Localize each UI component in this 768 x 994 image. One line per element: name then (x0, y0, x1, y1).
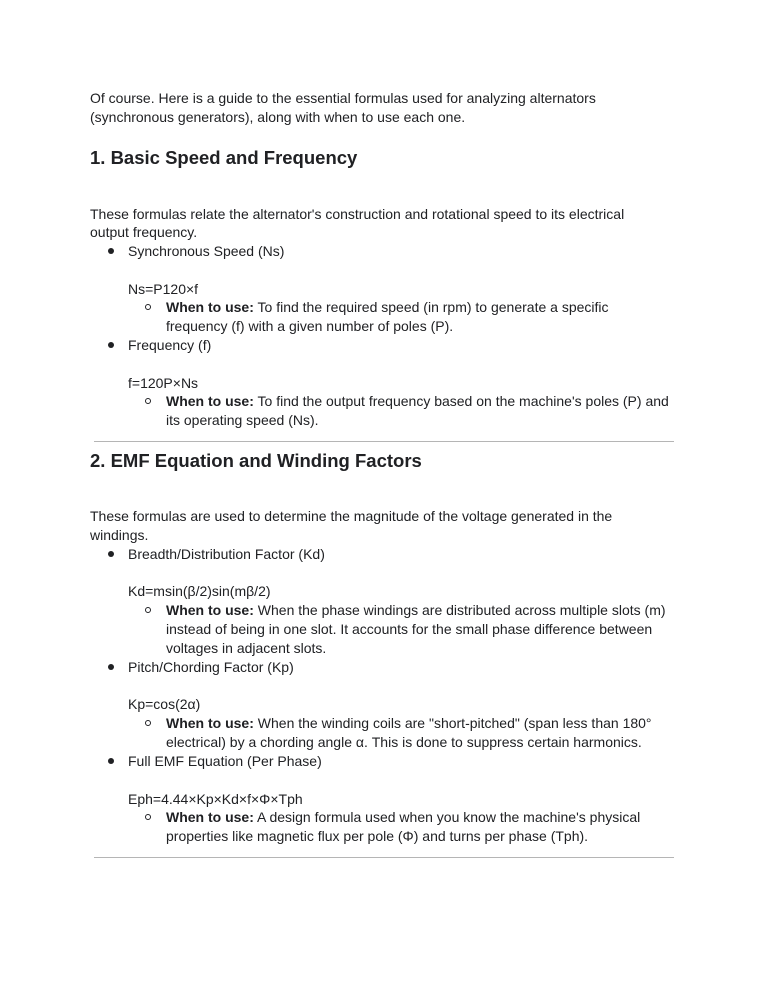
bullet-icon (108, 664, 114, 670)
bullet-item-title: Synchronous Speed (Ns) (128, 243, 285, 259)
sub-bullet-icon (145, 304, 151, 310)
bullet-icon (108, 551, 114, 557)
when-to-use-label: When to use: (166, 299, 254, 315)
formula: Kp=cos(2α) (128, 696, 201, 712)
sub-bullet-icon (145, 720, 151, 726)
bullet-item-title: Breadth/Distribution Factor (Kd) (128, 546, 325, 562)
divider (94, 857, 674, 858)
when-to-use-text: When the winding coils are "short-pitched" (span less than 180° (253, 715, 652, 731)
sub-bullet-icon (145, 814, 151, 820)
intro-line: Of course. Here is a guide to the essential formulas used for analyzing alternators (90, 90, 596, 106)
when-to-use-label: When to use: (166, 809, 254, 825)
section-heading: 1. Basic Speed and Frequency (90, 147, 358, 168)
section-description: windings. (90, 527, 149, 543)
when-to-use-text: its operating speed (Ns). (166, 412, 319, 428)
when-to-use (166, 808, 640, 827)
when-to-use-label: When to use: (166, 393, 254, 409)
formula: Kd=msin(β/2)sin(mβ/2) (128, 583, 271, 599)
when-to-use-text: electrical) by a chording angle α. This is done to suppress certain harmonics. (166, 734, 642, 750)
when-to-use (166, 298, 609, 317)
when-to-use-text: When the phase windings are distributed across multiple slots (m) (253, 602, 666, 618)
bullet-icon (108, 758, 114, 764)
section-description: output frequency. (90, 224, 198, 240)
when-to-use-text: instead of being in one slot. It accounts for the small phase difference between (166, 621, 653, 637)
when-to-use-text: frequency (f) with a given number of poles (P). (166, 318, 454, 334)
bullet-icon (108, 248, 114, 254)
when-to-use (166, 601, 666, 620)
when-to-use (166, 714, 652, 733)
section-heading: 2. EMF Equation and Winding Factors (90, 450, 422, 471)
sub-bullet-icon (145, 607, 151, 613)
when-to-use-label: When to use: (166, 602, 254, 618)
when-to-use-text: To find the output frequency based on the machine's poles (P) and (253, 393, 669, 409)
divider (94, 441, 674, 442)
formula: f=120P×Ns (128, 375, 199, 391)
when-to-use-label: When to use: (166, 715, 254, 731)
formula: Eph=4.44×Kp×Kd×f×Φ×Tph (128, 791, 303, 807)
intro-line: (synchronous generators), along with when to use each one. (90, 109, 466, 125)
bullet-item-title: Pitch/Chording Factor (Kp) (128, 659, 294, 675)
when-to-use-text: voltages in adjacent slots. (166, 640, 327, 656)
when-to-use-text: properties like magnetic flux per pole (Φ) and turns per phase (Tph). (166, 828, 589, 844)
when-to-use-text: To find the required speed (in rpm) to generate a specific (253, 299, 609, 315)
bullet-item-title: Frequency (f) (128, 337, 212, 353)
when-to-use (166, 392, 669, 411)
sub-bullet-icon (145, 398, 151, 404)
formula: Ns=P120×f (128, 281, 199, 297)
section-description: These formulas are used to determine the magnitude of the voltage generated in the (90, 508, 613, 524)
bullet-item-title: Full EMF Equation (Per Phase) (128, 753, 322, 769)
bullet-icon (108, 342, 114, 348)
section-description: These formulas relate the alternator's construction and rotational speed to its electrical (90, 206, 625, 222)
when-to-use-text: A design formula used when you know the machine's physical (253, 809, 641, 825)
